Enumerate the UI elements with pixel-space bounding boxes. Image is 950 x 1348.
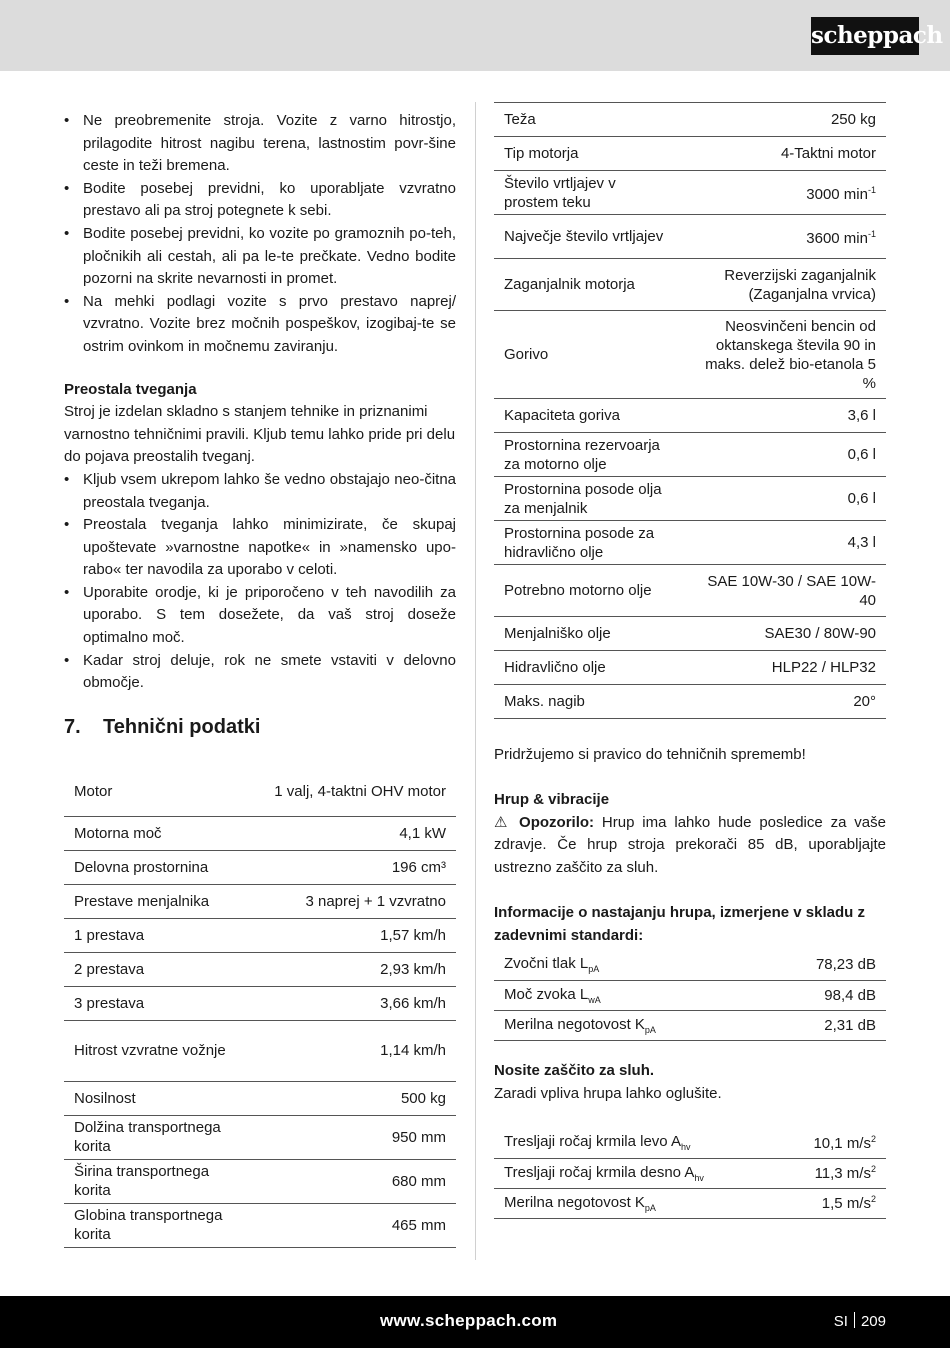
spec-label: Največje število vrtljajev (504, 228, 664, 245)
hearing-protection (494, 1060, 886, 1105)
page-number: SI 209 (833, 1313, 886, 1330)
safety-bullets (64, 110, 456, 359)
vibration-label: Tresljaji ročaj krmila desno $A_{hv}$ (504, 1163, 704, 1183)
spec-label: Hitrost vzvratne vožnje (74, 1042, 226, 1059)
divider (854, 1312, 855, 1328)
residual-bullets (64, 469, 456, 695)
vibration-table (494, 1128, 886, 1219)
warning-icon: ⚠ (494, 813, 512, 831)
spec-label: Motor (74, 783, 113, 801)
list-item: • Bodite posebej previdni, ko uporabljate vzvratno prestavo ali pa stroj potegnete k sebi. (64, 178, 456, 223)
spec-value: 1,14 km/h (380, 1042, 446, 1059)
spec-label: 1 prestava (74, 926, 145, 944)
spec-label: Globina transportnega korita (74, 1207, 223, 1243)
warning-label: Opozorilo: (519, 813, 595, 831)
spec-label: Kapaciteta goriva (504, 407, 620, 424)
spec-table-right (494, 102, 886, 719)
spec-value: 465 mm (391, 1216, 446, 1234)
spec-value: 950 mm (391, 1128, 446, 1146)
spec-label: Širina transportnega korita (74, 1163, 210, 1199)
spec-value: 680 mm (391, 1172, 446, 1190)
spec-label: Teža (504, 111, 536, 128)
spec-value: HLP22 / HLP32 (771, 659, 876, 676)
list-item: • Ne preobremenite stroja. Vozite z varno hitrostjo, prilagodite hitrost nagibu terena, lastnostim povr-šine ceste in teži bremena. (64, 110, 456, 178)
noise-table (494, 950, 886, 1041)
spec-label: Motorna moč (74, 824, 162, 842)
spec-label: Prostornina posode olja za menjalnik (504, 480, 662, 517)
noise-value: 2,31 dB (824, 1016, 876, 1034)
spec-label: Gorivo (504, 346, 549, 363)
spec-value: 3,6 l (847, 407, 876, 424)
spec-label: Dolžina transportnega korita (74, 1119, 221, 1155)
spec-label: Tip motorja (504, 145, 579, 162)
spec-value: 0,6 l (847, 490, 876, 507)
column-divider (475, 102, 476, 1260)
spec-label: 2 prestava (74, 960, 145, 978)
list-item: • Na mehki podlagi vozite s prvo prestavo naprej/ vzvratno. Vozite brez močnih pospeškov, izogibaj-te se ostrim ovinkom in močnemu zaviranju. (64, 291, 456, 359)
section-title-text: Tehnični podatki (103, 716, 261, 738)
hearing-protection-heading: Nosite zaščito za sluh. (494, 1062, 655, 1079)
spec-label: Prostornina rezervoarja za motorno olje (504, 436, 660, 473)
spec-value: 500 kg (400, 1089, 446, 1107)
spec-label: 3 prestava (74, 994, 145, 1012)
noise-label: Zvočni tlak $L_{pA}$ (504, 955, 600, 975)
spec-label: Število vrtljajev v prostem teku (504, 174, 616, 211)
noise-label: Moč zvoka $L_{wA}$ (504, 985, 601, 1005)
vibration-value: 1,5 $m/s^2$ (821, 1194, 876, 1212)
spec-value: 4,1 kW (399, 824, 446, 842)
noise-heading: Hrup & vibracije (494, 791, 610, 808)
hearing-protection-text: Zaradi vpliva hrupa lahko oglušite. (494, 1084, 722, 1102)
brand-logo: scheppach (811, 17, 919, 55)
vibration-label: Merilna negotovost $K_{pA}$ (504, 1193, 656, 1213)
spec-value: Reverzijski zaganjalnik (Zaganjalna vrvica) (724, 266, 876, 303)
vibration-value: 11,3 $m/s^2$ (814, 1164, 876, 1182)
spec-table-left (64, 768, 456, 1248)
reserve-note: Pridržujemo si pravico do tehničnih sprememb! (494, 746, 806, 763)
noise-label: Merilna negotovost $K_{pA}$ (504, 1015, 656, 1035)
spec-label: Menjalniško olje (504, 625, 611, 642)
vibration-label: Tresljaji ročaj krmila levo $A_{hv}$ (504, 1133, 691, 1153)
vibration-value: 10,1 $m/s^2$ (813, 1133, 876, 1152)
spec-value: SAE30 / 80W-90 (764, 625, 876, 642)
spec-value: 4,3 l (847, 534, 876, 551)
spec-value: 3000 $\min^{-1}$ (806, 185, 876, 203)
spec-value: SAE 10W-30 / SAE 10W-40 (707, 572, 876, 609)
list-item: • Uporabite orodje, ki je priporočeno v teh navodilih za uporabo. S tem dosežete, da vaš stroj doseže optimalno moč. (64, 582, 456, 650)
list-item: • Kadar stroj deluje, rok ne smete vstaviti v delovno območje. (64, 650, 456, 695)
list-item: • Kljub vsem ukrepom lahko še vedno obstajajo neo-čitna preostala tveganja. (64, 469, 456, 514)
page-footer (0, 1296, 950, 1348)
residual-risks-text: Stroj je izdelan skladno s stanjem tehnike in priznanimi varnostno tehničnimi pravili. Kljub temu lahko pride pri delu do pojava preostalih tveganj. (64, 403, 456, 466)
spec-value: 1,57 km/h (380, 926, 446, 944)
spec-value: 0,6 l (847, 446, 876, 463)
spec-label: Maks. nagib (504, 693, 585, 710)
noise-value: 78,23 dB (815, 956, 876, 974)
spec-label: Prestave menjalnika (74, 892, 210, 910)
spec-value: 1 valj, 4-taktni OHV motor (274, 783, 446, 801)
spec-value: Neosvinčeni bencin od oktanskega števila 90 in maks. delež bio-etanola 5 % (705, 317, 876, 392)
noise-value: 98,4 dB (824, 986, 876, 1004)
spec-value: 20° (853, 693, 876, 710)
spec-label: Delovna prostornina (74, 858, 209, 876)
spec-label: Hidravlično olje (504, 659, 606, 676)
spec-value: 250 kg (830, 111, 876, 128)
list-item: • Bodite posebej previdni, ko vozite po gramoznih po-teh, pločnikih ali cestah, ali pa le-te prečkate. Vedno bodite pozorni na skrite nevarnosti in promet. (64, 223, 456, 291)
list-item: • Preostala tveganja lahko minimizirate, če skupaj upoštevate »varnostne napotke« in »namensko upo-rabo« ter navodila za uporabo v celoti. (64, 514, 456, 582)
residual-risks-heading: Preostala tveganja (64, 380, 197, 398)
spec-value: 3600 $\min^{-1}$ (806, 229, 876, 247)
spec-label: Potrebno motorno olje (504, 582, 652, 599)
spec-value: 3 naprej + 1 vzvratno (305, 892, 446, 910)
noise-section (494, 789, 886, 879)
spec-label: Prostornina posode za hidravlično olje (504, 524, 655, 561)
section-number: 7. (64, 716, 81, 738)
spec-value: 3,66 km/h (380, 994, 446, 1012)
spec-value: 2,93 km/h (380, 960, 446, 978)
page-header (0, 0, 950, 71)
section-title (64, 716, 260, 739)
spec-value: 4-Taktni motor (780, 145, 876, 162)
noise-warning (494, 812, 886, 880)
left-column (64, 110, 456, 695)
warning-text: Hrup ima lahko hude posledice za vaše zdravje. Če hrup stroja prekorači 85 dB, uporabljajte ustrezno zaščito za sluh. (494, 813, 886, 876)
website-link[interactable]: www.scheppach.com (380, 1311, 558, 1330)
spec-value: 196 cm³ (391, 858, 446, 876)
spec-label: Zaganjalnik motorja (504, 276, 635, 293)
spec-label: Nosilnost (74, 1089, 136, 1107)
noise-info-heading: Informacije o nastajanju hrupa, izmerjene v skladu z zadevnimi standardi: (494, 904, 865, 944)
